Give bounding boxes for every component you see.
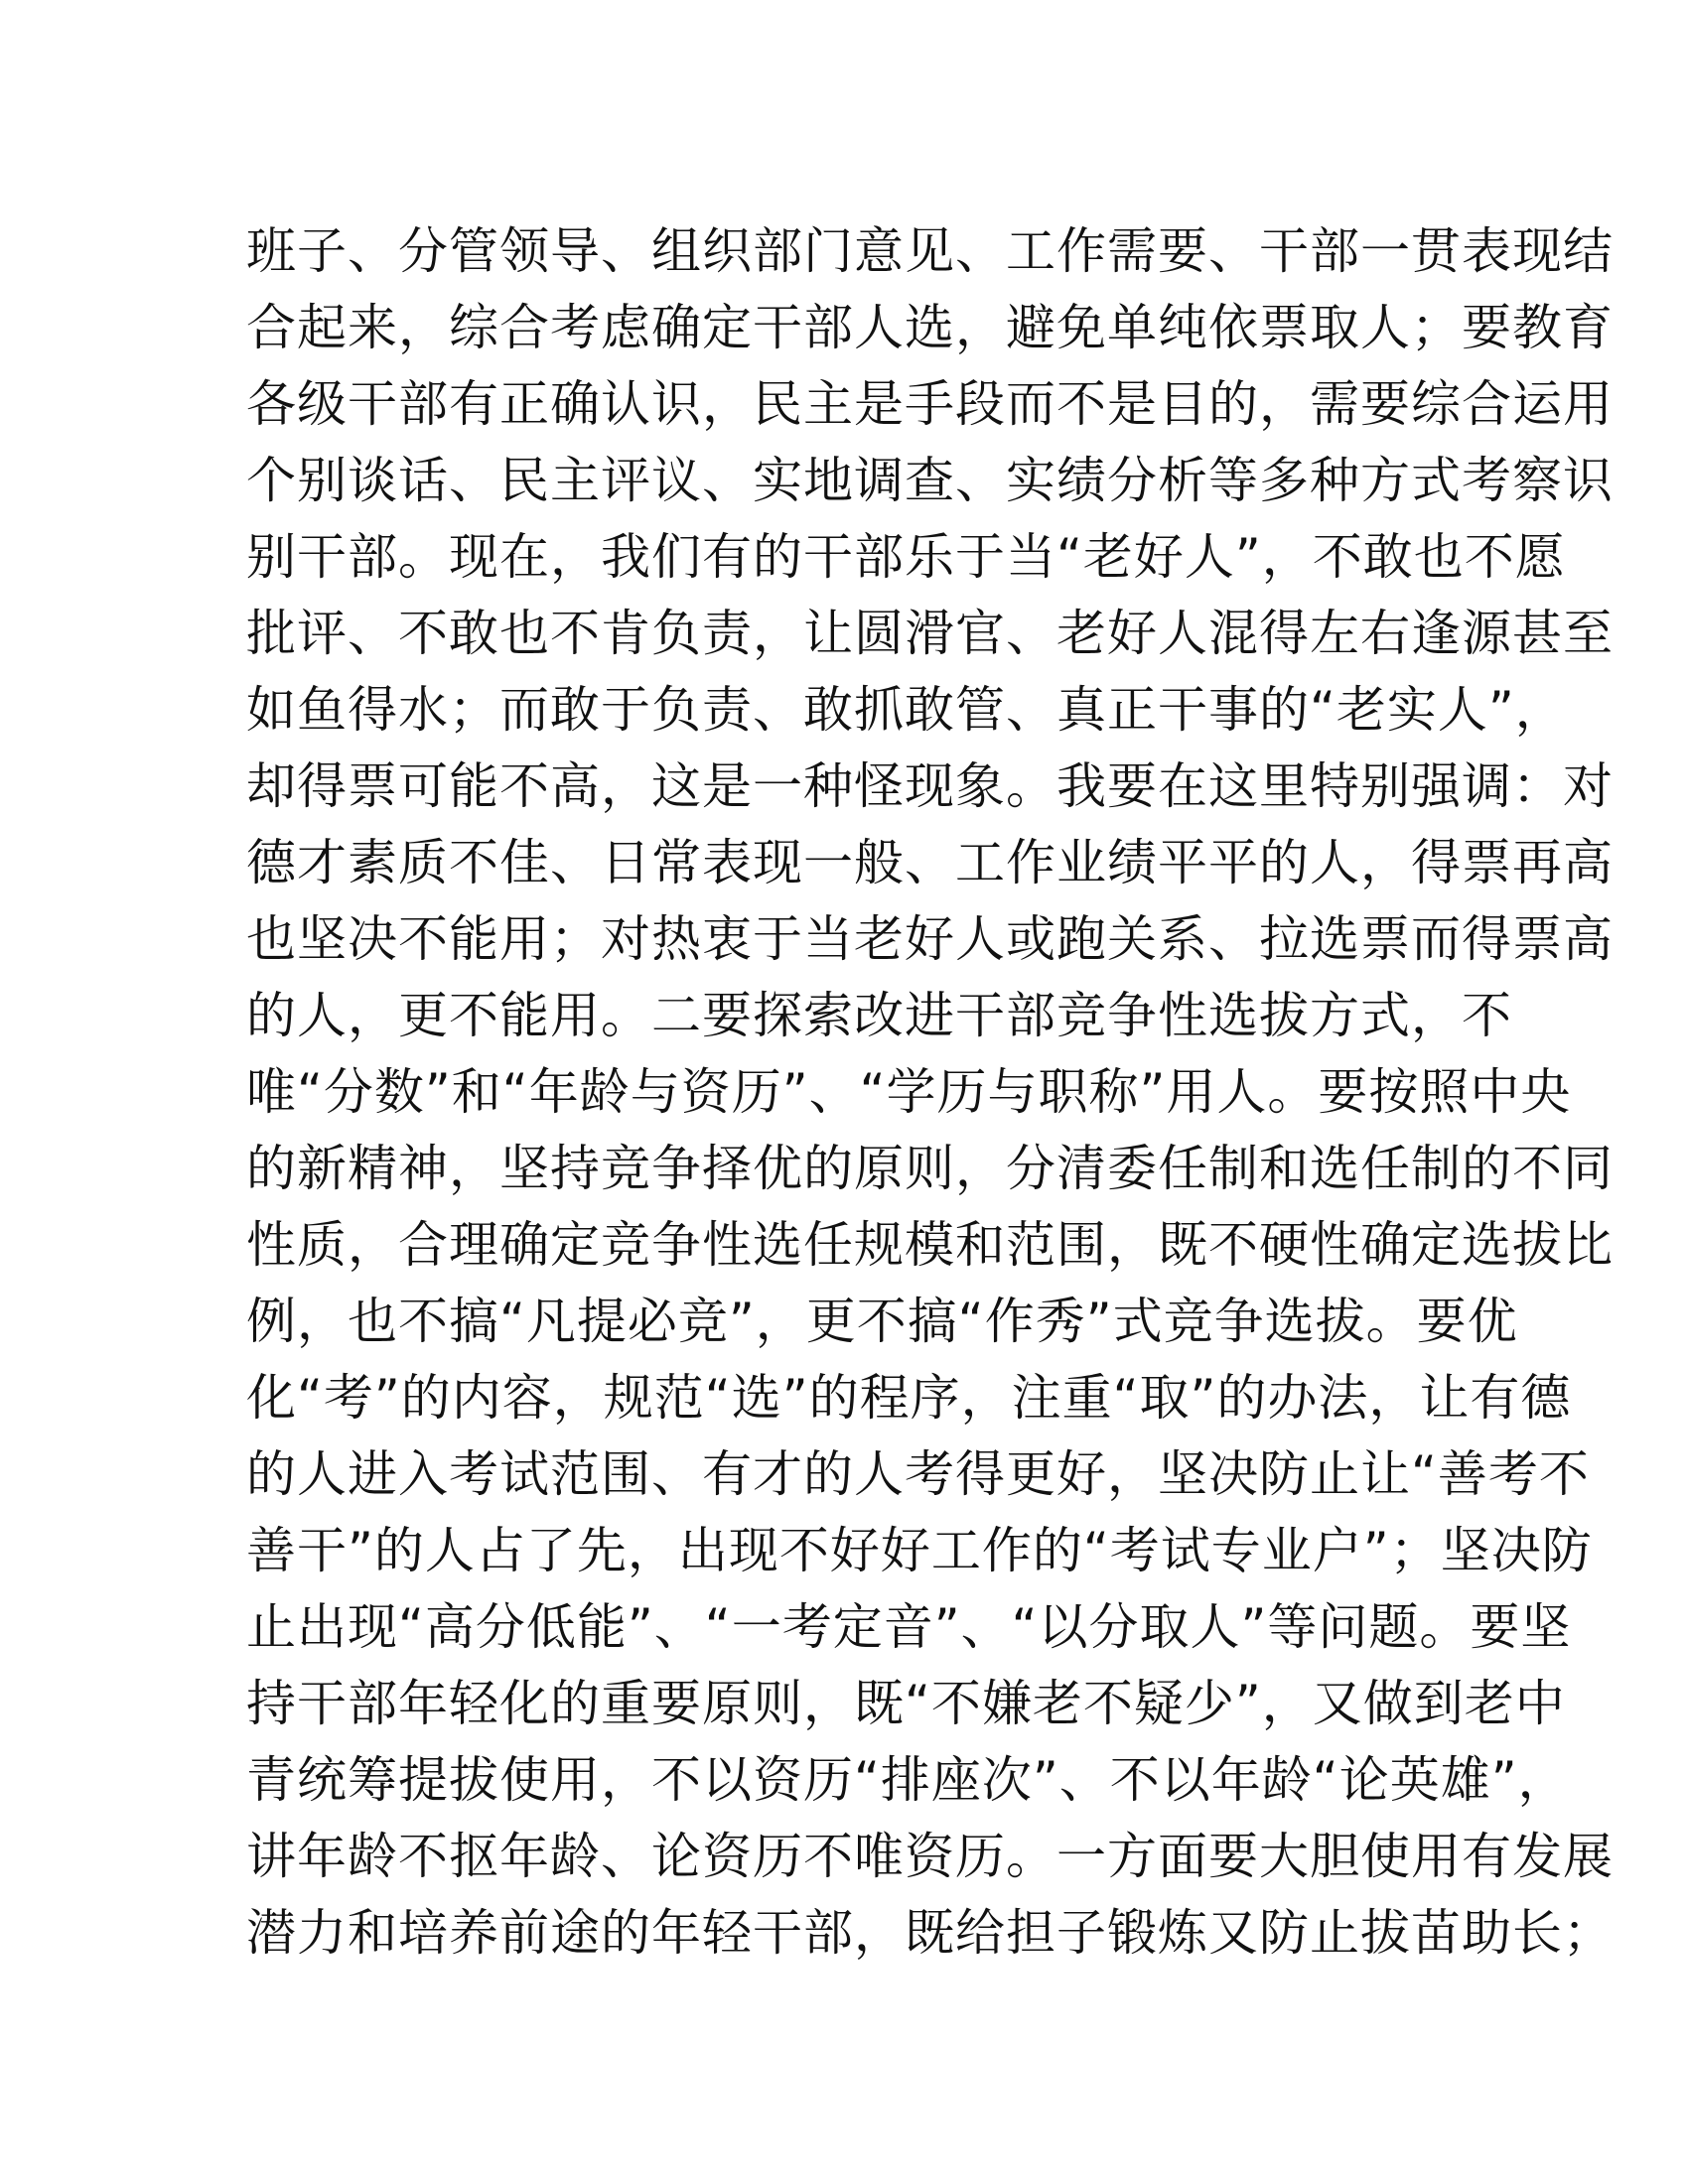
text-line: 各级干部有正确认识，民主是手段而不是目的，需要综合运用 xyxy=(246,375,1614,433)
text-line: 德才素质不佳、日常表现一般、工作业绩平平的人，得票再高 xyxy=(246,834,1614,891)
text-line: 合起来，综合考虑确定干部人选，避免单纯依票取人；要教育 xyxy=(246,299,1614,356)
text-line: 个别谈话、民主评议、实地调查、实绩分析等多种方式考察识 xyxy=(246,452,1614,509)
text-line: 别干部。现在，我们有的干部乐于当“老好人”，不敢也不愿 xyxy=(246,528,1566,586)
text-line: 潜力和培养前途的年轻干部，既给担子锻炼又防止拔苗助长； xyxy=(246,1904,1614,1962)
text-line: 的人进入考试范围、有才的人考得更好，坚决防止让“善考不 xyxy=(246,1445,1590,1503)
text-line: 讲年龄不抠年龄、论资历不唯资历。一方面要大胆使用有发展 xyxy=(246,1828,1614,1885)
text-line: 的人，更不能用。二要探索改进干部竞争性选拔方式，不 xyxy=(246,987,1512,1044)
text-line: 性质，合理确定竞争性选任规模和范围，既不硬性确定选拔比 xyxy=(246,1216,1614,1274)
text-line: 善干”的人占了先，出现不好好工作的“考试专业户”；坚决防 xyxy=(246,1522,1593,1579)
text-line: 例，也不搞“凡提必竞”，更不搞“作秀”式竞争选拔。要优 xyxy=(246,1293,1518,1350)
text-line: 的新精神，坚持竞争择优的原则，分清委任制和选任制的不同 xyxy=(246,1140,1614,1197)
text-line: 青统筹提拔使用，不以资历“排座次”、不以年龄“论英雄”， xyxy=(246,1751,1569,1809)
text-line: 也坚决不能用；对热衷于当老好人或跑关系、拉选票而得票高 xyxy=(246,910,1614,968)
text-line: 持干部年轻化的重要原则，既“不嫌老不疑少”，又做到老中 xyxy=(246,1675,1566,1732)
text-line: 班子、分管领导、组织部门意见、工作需要、干部一贯表现结 xyxy=(246,222,1614,280)
text-line: 却得票可能不高，这是一种怪现象。我要在这里特别强调：对 xyxy=(246,757,1614,815)
text-line: 化“考”的内容，规范“选”的程序，注重“取”的办法，让有德 xyxy=(246,1369,1572,1427)
body-text xyxy=(246,213,1614,1972)
text-line: 如鱼得水；而敢于负责、敢抓敢管、真正干事的“老实人”， xyxy=(246,681,1566,739)
text-line: 批评、不敢也不肯负责，让圆滑官、老好人混得左右逢源甚至 xyxy=(246,605,1614,662)
text-line: 止出现“高分低能”、“一考定音”、“以分取人”等问题。要坚 xyxy=(246,1598,1572,1656)
text-line: 唯“分数”和“年龄与资历”、“学历与职称”用人。要按照中央 xyxy=(246,1063,1572,1121)
